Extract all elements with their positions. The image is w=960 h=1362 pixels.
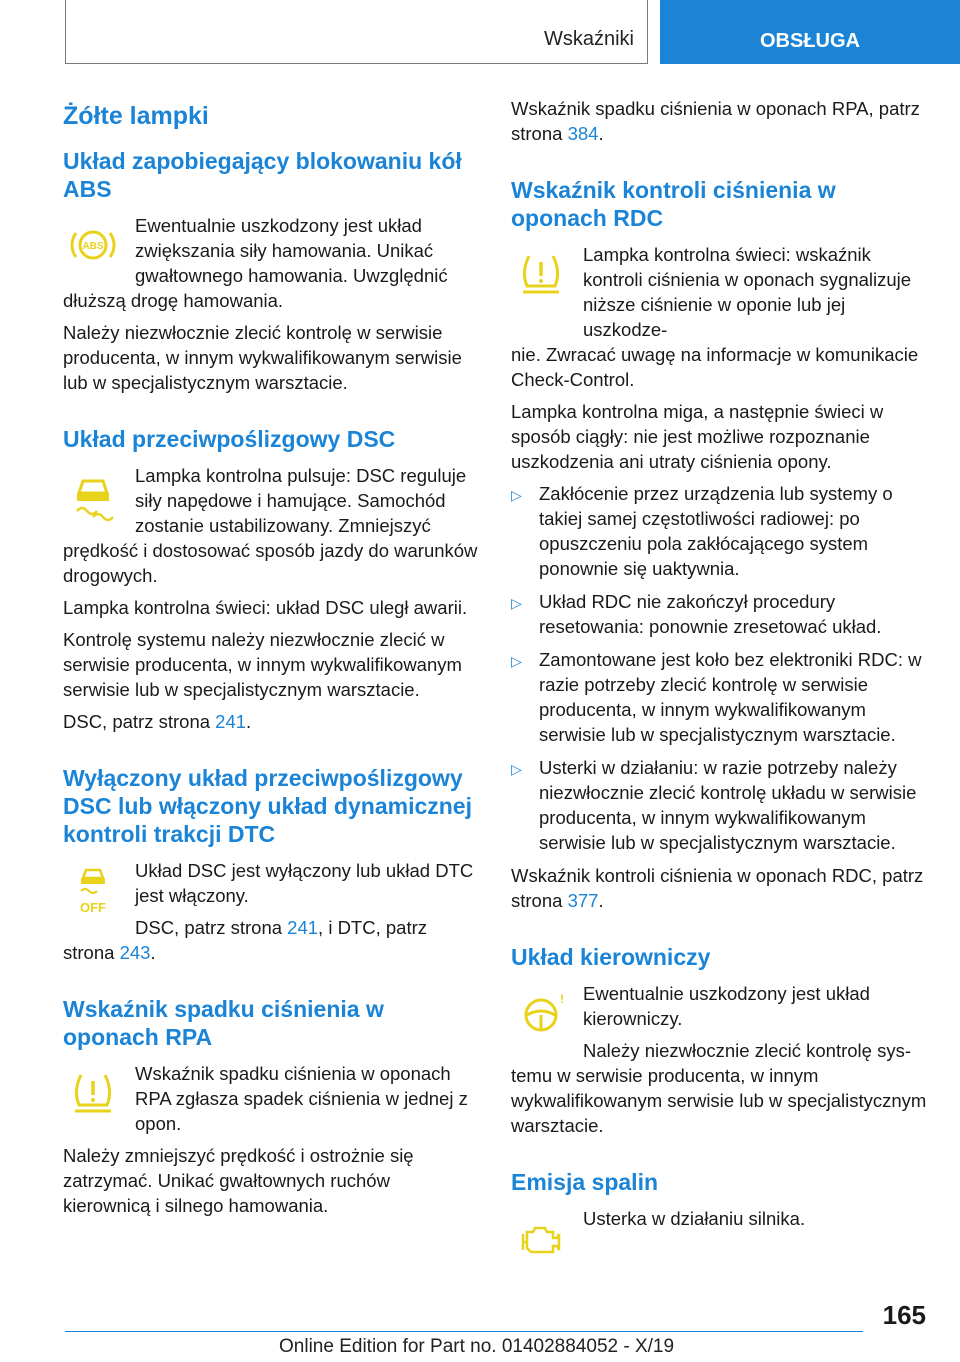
- page-link-377[interactable]: 377: [567, 890, 599, 911]
- abs-paragraph: Należy niezwłocznie zlecić kontrolę w serwisie producenta, w innym wykwalifikowanym serwisie lub w specjalistycznym warsztacie.: [63, 322, 462, 393]
- svg-text:!: !: [560, 992, 564, 1006]
- steering-heading: Układ kierowniczy: [511, 944, 711, 970]
- dtc-block: [63, 858, 481, 940]
- rpa-icon-text: Wskaźnik spadku ciśnienia w oponach RPA zgłasza spadek ciśnienia w jednej z opon.: [135, 1063, 468, 1134]
- rdc-block: [511, 242, 929, 342]
- header-chapter-tab[interactable]: OBSŁUGA: [660, 0, 960, 64]
- dsc-service-text: Kontrolę systemu należy niezwłocznie zlecić w serwisie producenta, w innym wykwalifikowanym serwisie lub w specjalistycznym warsztacie.: [63, 629, 462, 700]
- page-link-241-b[interactable]: 241: [287, 917, 319, 938]
- tire-pressure-icon: [67, 1067, 119, 1119]
- list-item: ▷ Zamontowane jest koło bez elektroniki RDC: w razie potrzeby zlecić kontrolę w serwisie producenta, w innym wykwalifikowanym serwisie lub w specjalistycznym warsztacie.: [511, 649, 922, 745]
- abs-heading: Układ zapobiegający blokowaniu kół ABS: [63, 148, 462, 202]
- list-item: ▷ Usterki w działaniu: w razie potrzeby należy niezwłocznie zlecić kontrolę układu w serwisie producenta, w innym wykwalifikowanym serwisie lub w specjalistycznym warsztacie.: [511, 757, 917, 853]
- list-item: ▷ Zakłócenie przez urządzenia lub systemy o takiej samej częstotliwości radiowej: po opuszczeniu pola zakłócającego system ponownie się uaktywnia.: [511, 483, 893, 579]
- svg-text:OFF: OFF: [80, 900, 106, 915]
- page-link-384[interactable]: 384: [567, 123, 599, 144]
- emission-heading: Emisja spalin: [511, 1169, 659, 1195]
- steering-block: [511, 981, 929, 1063]
- right-column: [511, 96, 929, 1264]
- emission-block: [511, 1206, 929, 1264]
- steering-service-text: Należy niezwłocznie zlecić kontrolę sys-: [583, 1040, 911, 1061]
- steering-wheel-icon: [515, 987, 567, 1039]
- abs-warning-icon: [67, 219, 119, 271]
- rpa-heading: Wskaźnik spadku ciśnienia w oponach RPA: [63, 996, 384, 1050]
- triangle-bullet-icon: ▷: [511, 487, 522, 503]
- rpa-reference: Wskaźnik spadku ciśnienia w oponach RPA, patrz strona 384.: [511, 98, 920, 144]
- header-section-title: Wskaźniki: [543, 28, 634, 50]
- footer-edition: Online Edition for Part no. 01402884052 - X/19: [279, 1336, 675, 1357]
- abs-continued: dłuższą drogę hamowania.: [63, 290, 284, 311]
- page-title: Żółte lampki: [63, 102, 209, 130]
- emission-icon-text: Usterka w działaniu silnika.: [583, 1208, 806, 1229]
- triangle-bullet-icon: ▷: [511, 761, 522, 777]
- rdc-heading: Wskaźnik kontroli ciśnienia w oponach RDC: [511, 177, 836, 231]
- rdc-causes-list: [511, 481, 929, 855]
- dsc-car-skid-icon: [67, 469, 119, 521]
- dtc-reference-2: strona 243.: [63, 942, 156, 963]
- page-link-243[interactable]: 243: [119, 942, 151, 963]
- dsc-icon-text: Lampka kontrolna pulsuje: DSC reguluje siły napędowe i hamujące. Samochód zostanie ustabilizowany. Zmniejszyć: [135, 465, 467, 536]
- dsc-off-icon: [67, 864, 119, 916]
- abs-icon-text: Ewentualnie uszkodzony jest układ zwiększania siły hamowania. Unikać gwałtownego hamowania. Uwzględnić: [135, 215, 448, 286]
- dsc-block: [63, 463, 481, 538]
- triangle-bullet-icon: ▷: [511, 653, 522, 669]
- tire-pressure-icon: [515, 248, 567, 300]
- rdc-reference: Wskaźnik kontroli ciśnienia w oponach RDC, patrz strona 377.: [511, 865, 924, 911]
- page-number: 165: [882, 1300, 926, 1330]
- dsc-continued: prędkość i dostosować sposób jazdy do warunków drogowych.: [63, 540, 478, 586]
- rdc-blink-text: Lampka kontrolna miga, a następnie świeci w sposób ciągły: nie jest możliwe rozpoznanie uszkodzenia ani utraty ciśnienia opony.: [511, 401, 884, 472]
- dsc-heading: Układ przeciwpoślizgowy DSC: [63, 426, 396, 452]
- dsc-failure-text: Lampka kontrolna świeci: układ DSC uległ awarii.: [63, 597, 468, 618]
- rdc-icon-text: Lampka kontrolna świeci: wskaźnik kontroli ciśnienia w oponach sygnalizuje niższe ciśnienie w oponie lub jej uszkodze-: [583, 244, 912, 340]
- steering-icon-text: Ewentualnie uszkodzony jest układ kierowniczy.: [583, 983, 870, 1029]
- list-item: ▷ Układ RDC nie zakończył procedury resetowania: ponownie zresetować układ.: [511, 591, 882, 637]
- dtc-heading: Wyłączony układ przeciwpoślizgowy DSC lub włączony układ dynamicznej kontroli trakcji DTC: [63, 765, 472, 847]
- triangle-bullet-icon: ▷: [511, 595, 522, 611]
- engine-icon: [515, 1212, 567, 1264]
- rpa-block: [63, 1061, 481, 1136]
- rpa-paragraph: Należy zmniejszyć prędkość i ostrożnie się zatrzymać. Unikać gwałtownych ruchów kierownicą i silnego hamowania.: [63, 1145, 414, 1216]
- dsc-reference: DSC, patrz strona 241.: [63, 711, 252, 732]
- svg-text:ABS: ABS: [82, 241, 104, 252]
- dtc-icon-text: Układ DSC jest wyłączony lub układ DTC jest włączony.: [135, 860, 474, 906]
- rdc-continued: nie. Zwracać uwagę na informacje w komunikacie Check-Control.: [511, 344, 919, 390]
- dtc-reference-1: DSC, patrz strona 241, i DTC, patrz: [135, 917, 428, 938]
- steering-continued: temu w serwisie producenta, w innym wykwalifikowanym serwisie lub w specjalistycznym warsztacie.: [511, 1065, 927, 1136]
- abs-block: [63, 213, 481, 288]
- left-column: [63, 96, 481, 1225]
- page-link-241[interactable]: 241: [215, 711, 247, 732]
- footer-divider: [65, 1331, 863, 1332]
